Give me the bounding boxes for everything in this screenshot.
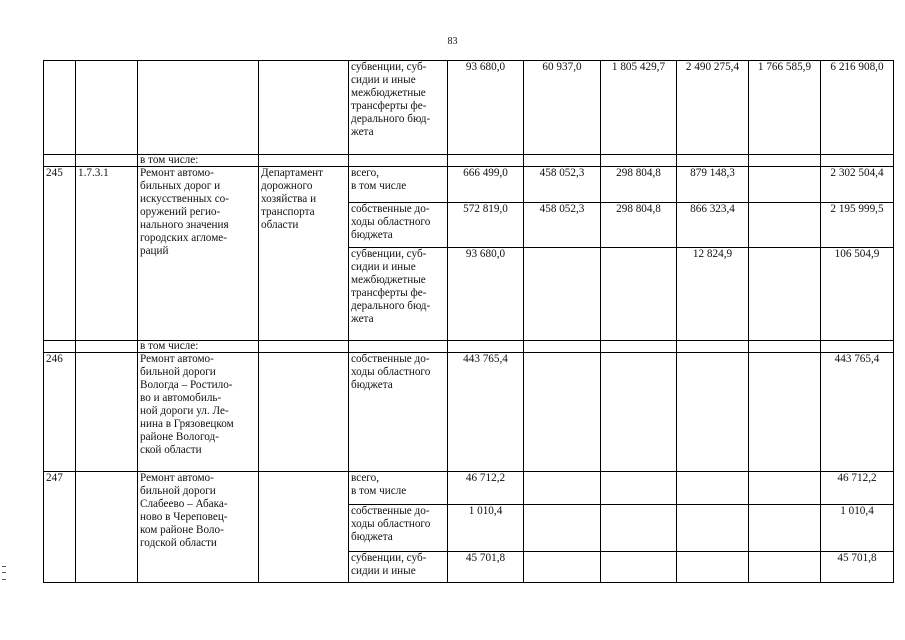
- budget-table: [43, 60, 894, 583]
- subtotal-label: в том числе:: [138, 155, 259, 167]
- funding-source-cell: субвенции, суб- сидии и иные: [349, 552, 448, 583]
- value-cell: 60 937,0: [524, 61, 601, 155]
- item-name: Ремонт автомо- бильной дороги Слабеево – Абака- ново в Череповец- ком районе Воло- годской области: [138, 472, 259, 583]
- table-row: [44, 61, 894, 155]
- funding-source-cell: субвенции, суб- сидии и иные межбюджетные трансферты фе- дерального бюд- жета: [349, 61, 448, 155]
- value-cell: 443 765,4: [448, 353, 524, 472]
- value-cell: 46 712,2: [821, 472, 894, 505]
- value-cell: 879 148,3: [677, 167, 749, 203]
- value-cell: 45 701,8: [821, 552, 894, 583]
- row-number: 247: [44, 472, 76, 583]
- value-cell: [601, 248, 677, 341]
- value-cell: 2 195 999,5: [821, 203, 894, 248]
- value-cell: 866 323,4: [677, 203, 749, 248]
- value-cell: 6 216 908,0: [821, 61, 894, 155]
- row-number: 245: [44, 167, 76, 341]
- value-cell: 12 824,9: [677, 248, 749, 341]
- value-cell: 298 804,8: [601, 203, 677, 248]
- table-row: [44, 155, 894, 167]
- page-number: 83: [447, 36, 458, 47]
- table-row: [44, 167, 894, 203]
- margin-mark: [2, 566, 6, 580]
- value-cell: 1 805 429,7: [601, 61, 677, 155]
- value-cell: 443 765,4: [821, 353, 894, 472]
- subtotal-label: в том числе:: [138, 341, 259, 353]
- table-row: [44, 472, 894, 505]
- value-cell: [749, 167, 821, 203]
- value-cell: [749, 248, 821, 341]
- value-cell: 458 052,3: [524, 203, 601, 248]
- value-cell: 298 804,8: [601, 167, 677, 203]
- value-cell: 1 010,4: [821, 505, 894, 552]
- value-cell: 1 766 585,9: [749, 61, 821, 155]
- item-name: Ремонт автомо- бильных дорог и искусственных со- оружений регио- нального значения городских агломе- раций: [138, 167, 259, 341]
- value-cell: 458 052,3: [524, 167, 601, 203]
- value-cell: 1 010,4: [448, 505, 524, 552]
- value-cell: 93 680,0: [448, 61, 524, 155]
- funding-source-cell: субвенции, суб- сидии и иные межбюджетные трансферты фе- дерального бюд- жета: [349, 248, 448, 341]
- value-cell: 106 504,9: [821, 248, 894, 341]
- executor: Департамент дорожного хозяйства и транспорта области: [259, 167, 349, 341]
- funding-source-cell: собственные до- ходы областного бюджета: [349, 353, 448, 472]
- table-row: [44, 353, 894, 472]
- value-cell: 666 499,0: [448, 167, 524, 203]
- funding-source-cell: всего, в том числе: [349, 472, 448, 505]
- value-cell: [524, 248, 601, 341]
- value-cell: 93 680,0: [448, 248, 524, 341]
- value-cell: 2 302 504,4: [821, 167, 894, 203]
- value-cell: 46 712,2: [448, 472, 524, 505]
- value-cell: 45 701,8: [448, 552, 524, 583]
- value-cell: [749, 203, 821, 248]
- table-row: [44, 341, 894, 353]
- item-name: Ремонт автомо- бильной дороги Вологда – Ростило- во и автомобиль- ной дороги ул. Ле- нина в Грязовецком районе Вологод- ской области: [138, 353, 259, 472]
- value-cell: 572 819,0: [448, 203, 524, 248]
- funding-source-cell: собственные до- ходы областного бюджета: [349, 505, 448, 552]
- item-code: 1.7.3.1: [76, 167, 138, 341]
- row-number: 246: [44, 353, 76, 472]
- funding-source-cell: всего, в том числе: [349, 167, 448, 203]
- value-cell: 2 490 275,4: [677, 61, 749, 155]
- funding-source-cell: собственные до- ходы областного бюджета: [349, 203, 448, 248]
